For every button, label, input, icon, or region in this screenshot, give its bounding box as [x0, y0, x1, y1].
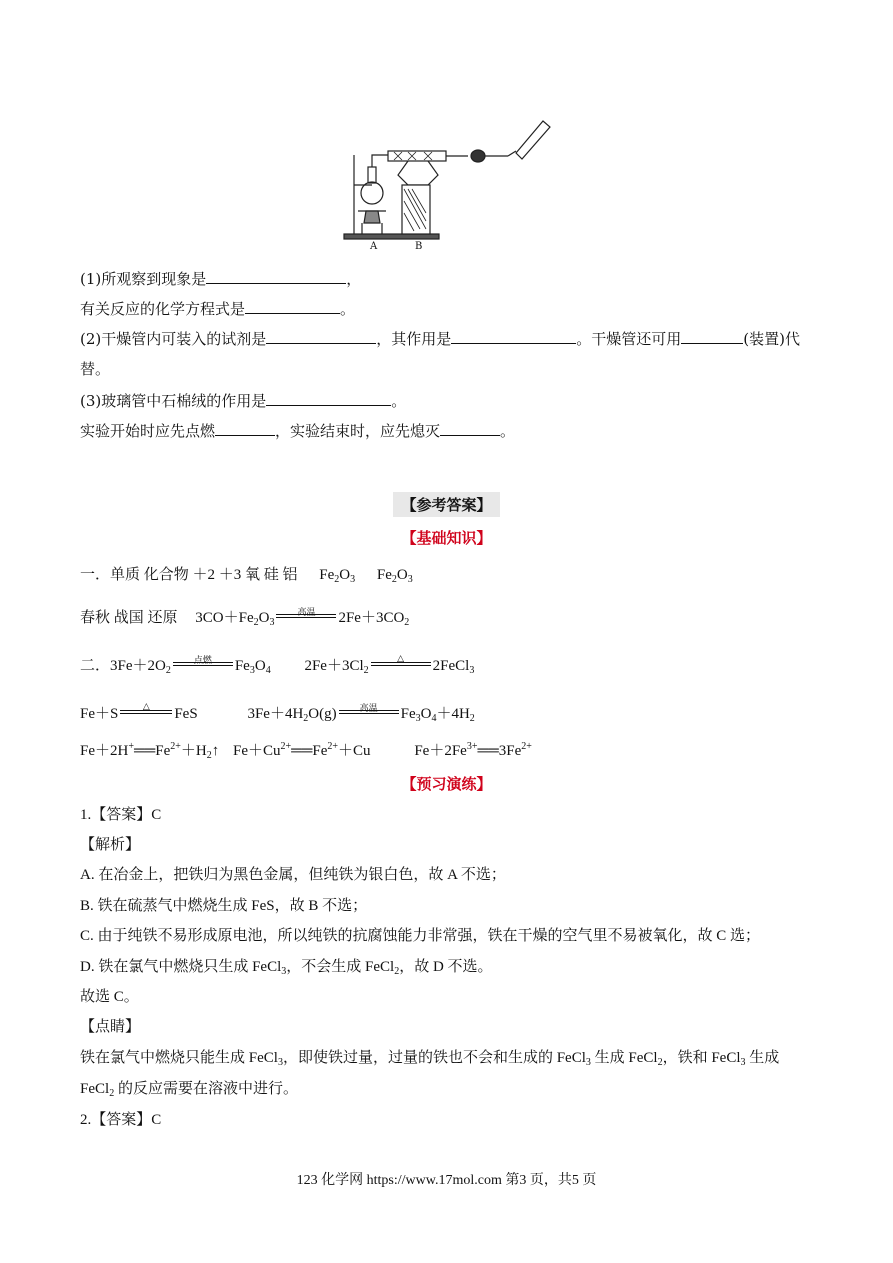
- question-2b: 替。: [80, 360, 111, 378]
- basics-line-3: 二．$3Fe+2O_2$ 点燃 $Fe_3O_4$ $2Fe+3Cl_2$ △ 2FeCl$_3$: [80, 653, 475, 676]
- basics-line-2: 春秋 战国 还原 $3CO+Fe_2O_3$ 高温 $2Fe+3CO_2$: [80, 607, 410, 628]
- answer-header: 【参考答案】: [393, 492, 499, 517]
- basics-line-5: $Fe+2H^+══Fe^{2+}+H_2↑$ $Fe+Cu^{2+}══Fe^{2+}+Cu$ $Fe+2Fe^{3+}══3Fe^{2+}$: [80, 741, 532, 761]
- option-b: B. 铁在硫蒸气中燃烧生成 FeS，故 B 不选；: [80, 898, 368, 914]
- option-c: C. 由于纯铁不易形成原电池，所以纯铁的抗腐蚀能力非常强，铁在干燥的空气里不易被氧化，故 C 选；: [80, 928, 761, 944]
- question-1a: (1)所观察到现象是 ，: [80, 270, 362, 288]
- label-b: B: [415, 241, 423, 252]
- answer-2: 2.【答案】C: [80, 1112, 162, 1128]
- option-d: D. 铁在氯气中燃烧只生成 FeCl$_3$，不会生成 FeCl$_2$，故 D 不选。: [80, 959, 493, 977]
- answer-header-wrap: [0, 492, 893, 517]
- page-footer: 123 化学网 https://www.17mol.com 第3 页，共5 页: [296, 1173, 597, 1188]
- option-a: A. 在冶金上，把铁归为黑色金属，但纯铁为银白色，故 A 不选；: [80, 867, 506, 883]
- apparatus-figure: [338, 115, 558, 260]
- question-1b: 有关反应的化学方程式是 。: [80, 300, 356, 318]
- note-line-1: 铁在氯气中燃烧只能生成 FeCl$_3$，即使铁过量，过量的铁也不会和生成的 FeCl$_3$ 生成 FeCl$_2$，铁和 FeCl$_3$ 生成: [80, 1050, 780, 1068]
- question-2a: (2)干燥管内可装入的试剂是 ，其作用是 。干燥管还可用 (装置)代: [80, 330, 800, 348]
- basics-line-4: Fe＋S △ FeS $3Fe+4H_2O(g)$ 高温 $Fe_3O_4+4H_2$: [80, 701, 475, 724]
- point-label: 【点睛】: [80, 1017, 141, 1035]
- basics-line-1: 一．单质 化合物 ＋2 ＋3 氧 硅 铝 $Fe_2O_3$ $Fe_2O_3$: [80, 567, 413, 585]
- choose-line: 故选 C。: [80, 989, 139, 1005]
- question-3b: 实验开始时应先点燃 ，实验结束时，应先熄灭 。: [80, 422, 516, 440]
- answer-1: 1.【答案】C: [80, 807, 162, 823]
- section-basics-title: 【基础知识】: [401, 529, 492, 547]
- section-practice-title: 【预习演练】: [401, 775, 492, 793]
- note-line-2: FeCl$_2$ 的反应需要在溶液中进行。: [80, 1081, 298, 1099]
- label-a: A: [370, 241, 378, 252]
- analysis-label: 【解析】: [80, 835, 141, 853]
- question-3a: (3)玻璃管中石棉绒的作用是 。: [80, 392, 407, 410]
